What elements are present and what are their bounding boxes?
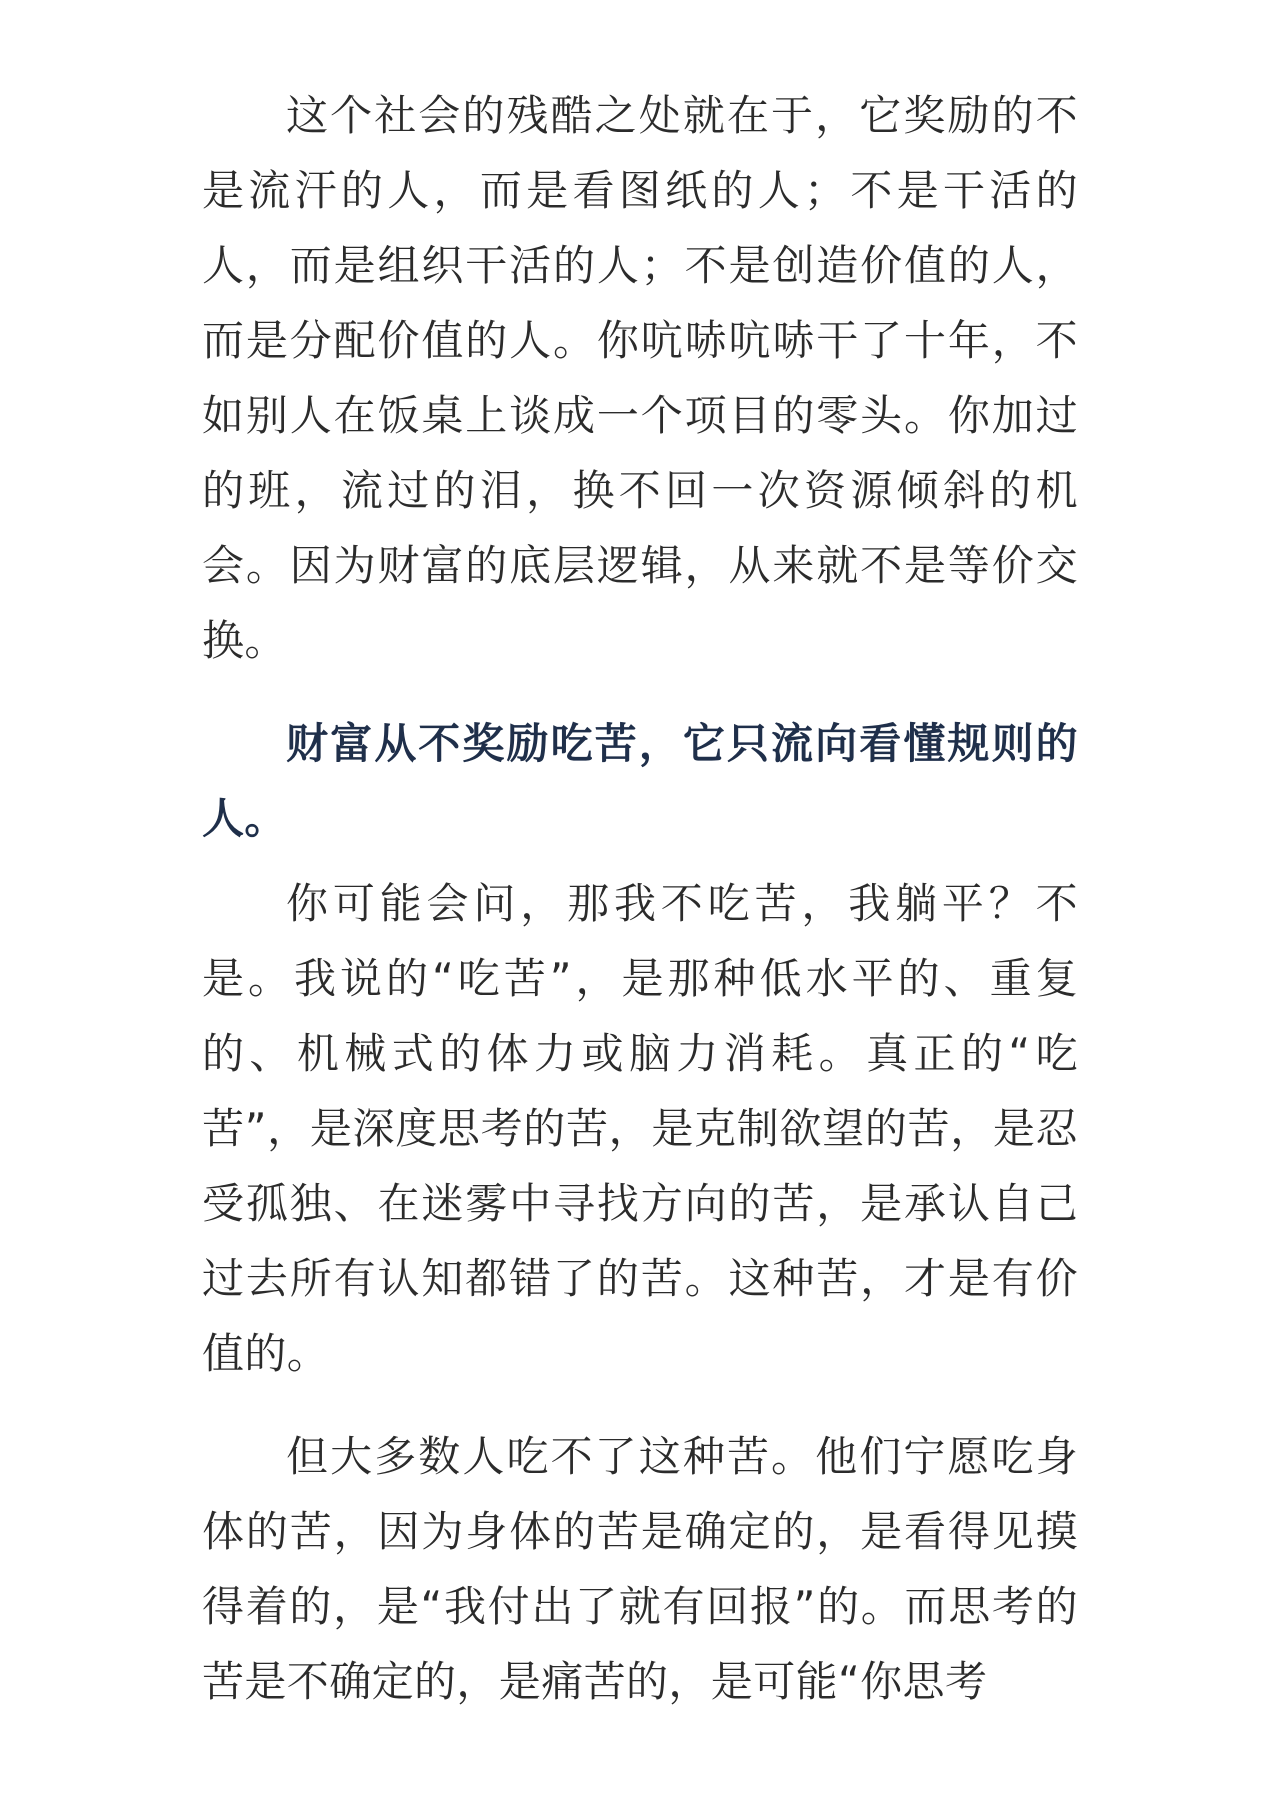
paragraph-real-hardship: 你可能会问，那我不吃苦，我躺平？不是。我说的“吃苦”，是那种低水平的、重复的、机械式的体力或脑力消耗。真正的“吃苦”，是深度思考的苦，是克制欲望的苦，是忍受孤独、在迷雾中寻找方向的苦，是承认自己过去所有认知都错了的苦。这种苦，才是有价值的。 <box>202 879 1078 1378</box>
paragraph-reward-logic: 这个社会的残酷之处就在于，它奖励的不是流汗的人，而是看图纸的人；不是干活的人，而是组织干活的人；不是创造价值的人，而是分配价值的人。你吭哧吭哧干了十年，不如别人在饭桌上谈成一个项目的零头。你加过的班，流过的泪，换不回一次资源倾斜的机会。因为财富的底层逻辑，从来就不是等价交换。 <box>202 91 1078 665</box>
paragraph-most-people: 但大多数人吃不了这种苦。他们宁愿吃身体的苦，因为身体的苦是确定的，是看得见摸得着的，是“我付出了就有回报”的。而思考的苦是不确定的，是痛苦的，是可能“你思考 <box>202 1432 1078 1706</box>
article-body <box>202 78 1078 1719</box>
highlight-sentence: 财富从不奖励吃苦，它只流向看懂规则的人。 <box>202 719 1078 843</box>
